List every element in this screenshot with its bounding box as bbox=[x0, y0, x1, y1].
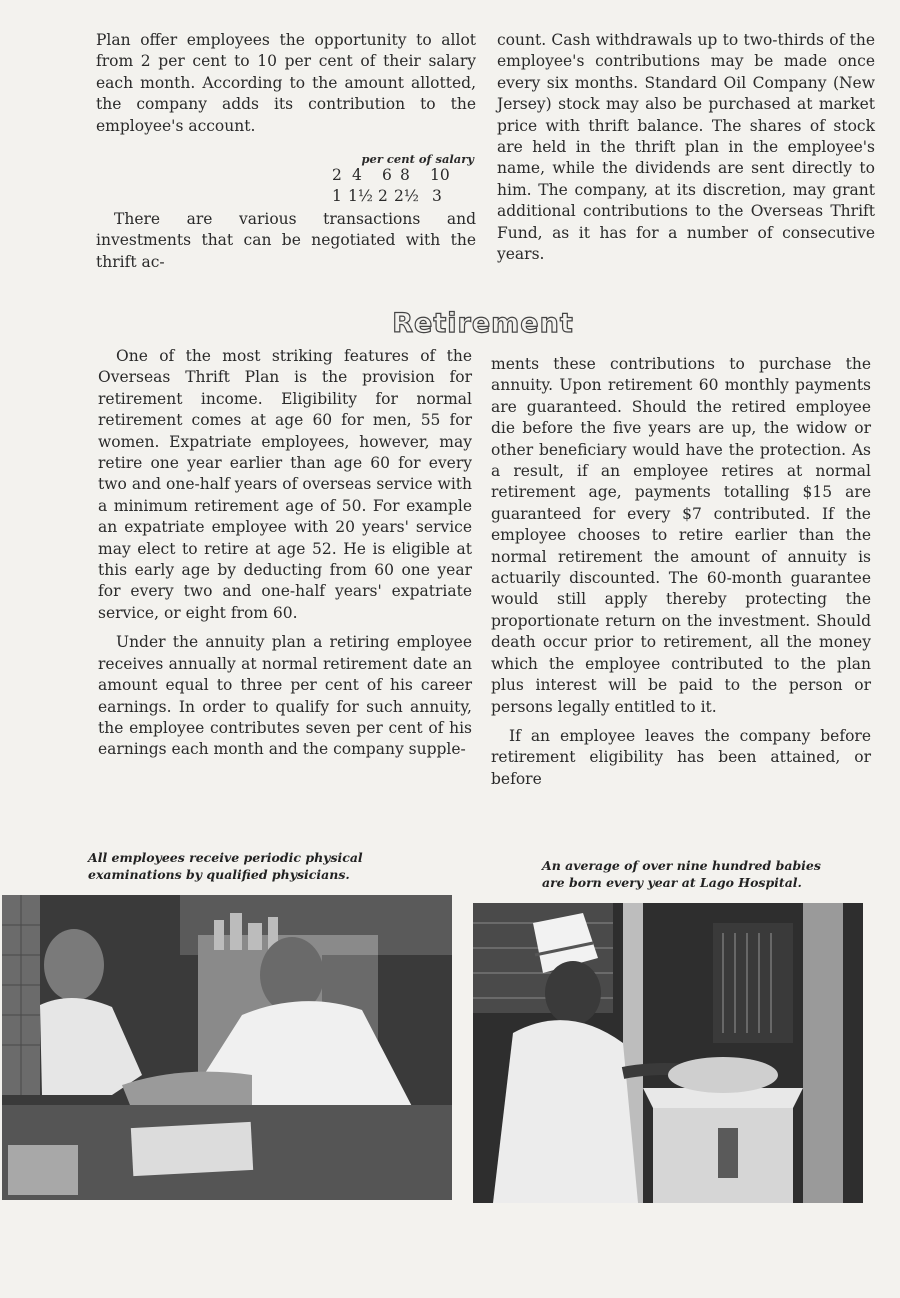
table-cell: 3 bbox=[432, 187, 442, 206]
row-values bbox=[332, 165, 450, 186]
bottom-right-column bbox=[491, 354, 871, 790]
table-cell: 1½ bbox=[348, 187, 373, 206]
photo-caption-right: An average of over nine hundred babies are born every year at Lago Hospital. bbox=[542, 858, 821, 890]
table-cell: 2 bbox=[378, 187, 388, 206]
contribution-table bbox=[96, 149, 476, 207]
table-cell: 8 bbox=[400, 166, 410, 185]
top-right-column bbox=[497, 30, 875, 265]
annuity-continued-paragraph: ments these contributions to purchase the annuity. Upon retirement 60 monthly payments are guaranteed. Should the retired employee die before the five years are up, the widow or other beneficiary would have the protection. As a result, if an employee retires at normal retirement age, payments totalling $15 are guaranteed for every $7 contributed. If the employee chooses to retire earlier than the normal retirement the amount of annuity is actuarily discounted. The 60-month guarantee would still apply thereby protecting the proportionate return on the investment. Should death occur prior to retirement, all the money which the employee contributed to the plan plus interest will be paid to the person or persons legally entitled to it. bbox=[491, 355, 871, 716]
table-cell: 1 bbox=[332, 187, 342, 206]
table-header: per cent of salary bbox=[361, 152, 474, 167]
annuity-paragraph: Under the annuity plan a retiring employee receives annually at normal retirement date an amount equal to three per cent of his career earnings. In order to qualify for such annuity, the employee contributes seven per cent of his earnings each month and the company supple- bbox=[98, 633, 472, 759]
table-cell: 2½ bbox=[394, 187, 419, 206]
physical-exam-photo bbox=[2, 895, 452, 1200]
table-cell: 2 bbox=[332, 166, 342, 185]
leaving-company-paragraph: If an employee leaves the company before retirement eligibility has been attained, or before bbox=[491, 726, 871, 788]
transactions-paragraph: There are various transactions and investments that can be negotiated with the thrift ac- bbox=[96, 210, 476, 271]
photo-caption-left: All employees receive periodic physical examinations by qualified physicians. bbox=[88, 850, 363, 882]
section-heading: Retirement bbox=[392, 308, 574, 339]
top-left-column bbox=[96, 30, 476, 273]
table-cell: 4 bbox=[352, 166, 362, 185]
thrift-plan-paragraph: Plan offer employees the opportunity to allot from 2 per cent to 10 per cent of their salary each month. According to the amount allotted, the company adds its contribution to the employee's account. bbox=[96, 31, 476, 135]
retirement-paragraph: One of the most striking features of the Overseas Thrift Plan is the provision for retirement income. Eligibility for normal retirement comes at age 60 for men, 55 for women. Expatriate employees, however, may retire one year earlier than age 60 for every two and one-half years of overseas service with a minimum retirement age of 50. For example an expatriate employee with 20 years' service may elect to retire at age 52. He is eligible at this early age by deducting from 60 one year for every two and one-half years' expatriate service, or eight from 60. bbox=[98, 347, 472, 622]
nurse-baby-photo bbox=[473, 903, 863, 1203]
row-values bbox=[332, 186, 442, 207]
bottom-left-column bbox=[98, 346, 472, 761]
table-cell: 6 bbox=[382, 166, 392, 185]
withdrawals-paragraph: count. Cash withdrawals up to two-thirds of the employee's contributions may be made once every six months. Standard Oil Company (New Jersey) stock may also be purchased at market price with thrift balance. The shares of stock are held in the thrift plan in the employee's name, while the dividends are sent directly to him. The company, at its discretion, may grant additional contributions to the Overseas Thrift Fund, as it has for a number of consecutive years. bbox=[497, 31, 875, 264]
table-cell: 10 bbox=[430, 166, 450, 185]
